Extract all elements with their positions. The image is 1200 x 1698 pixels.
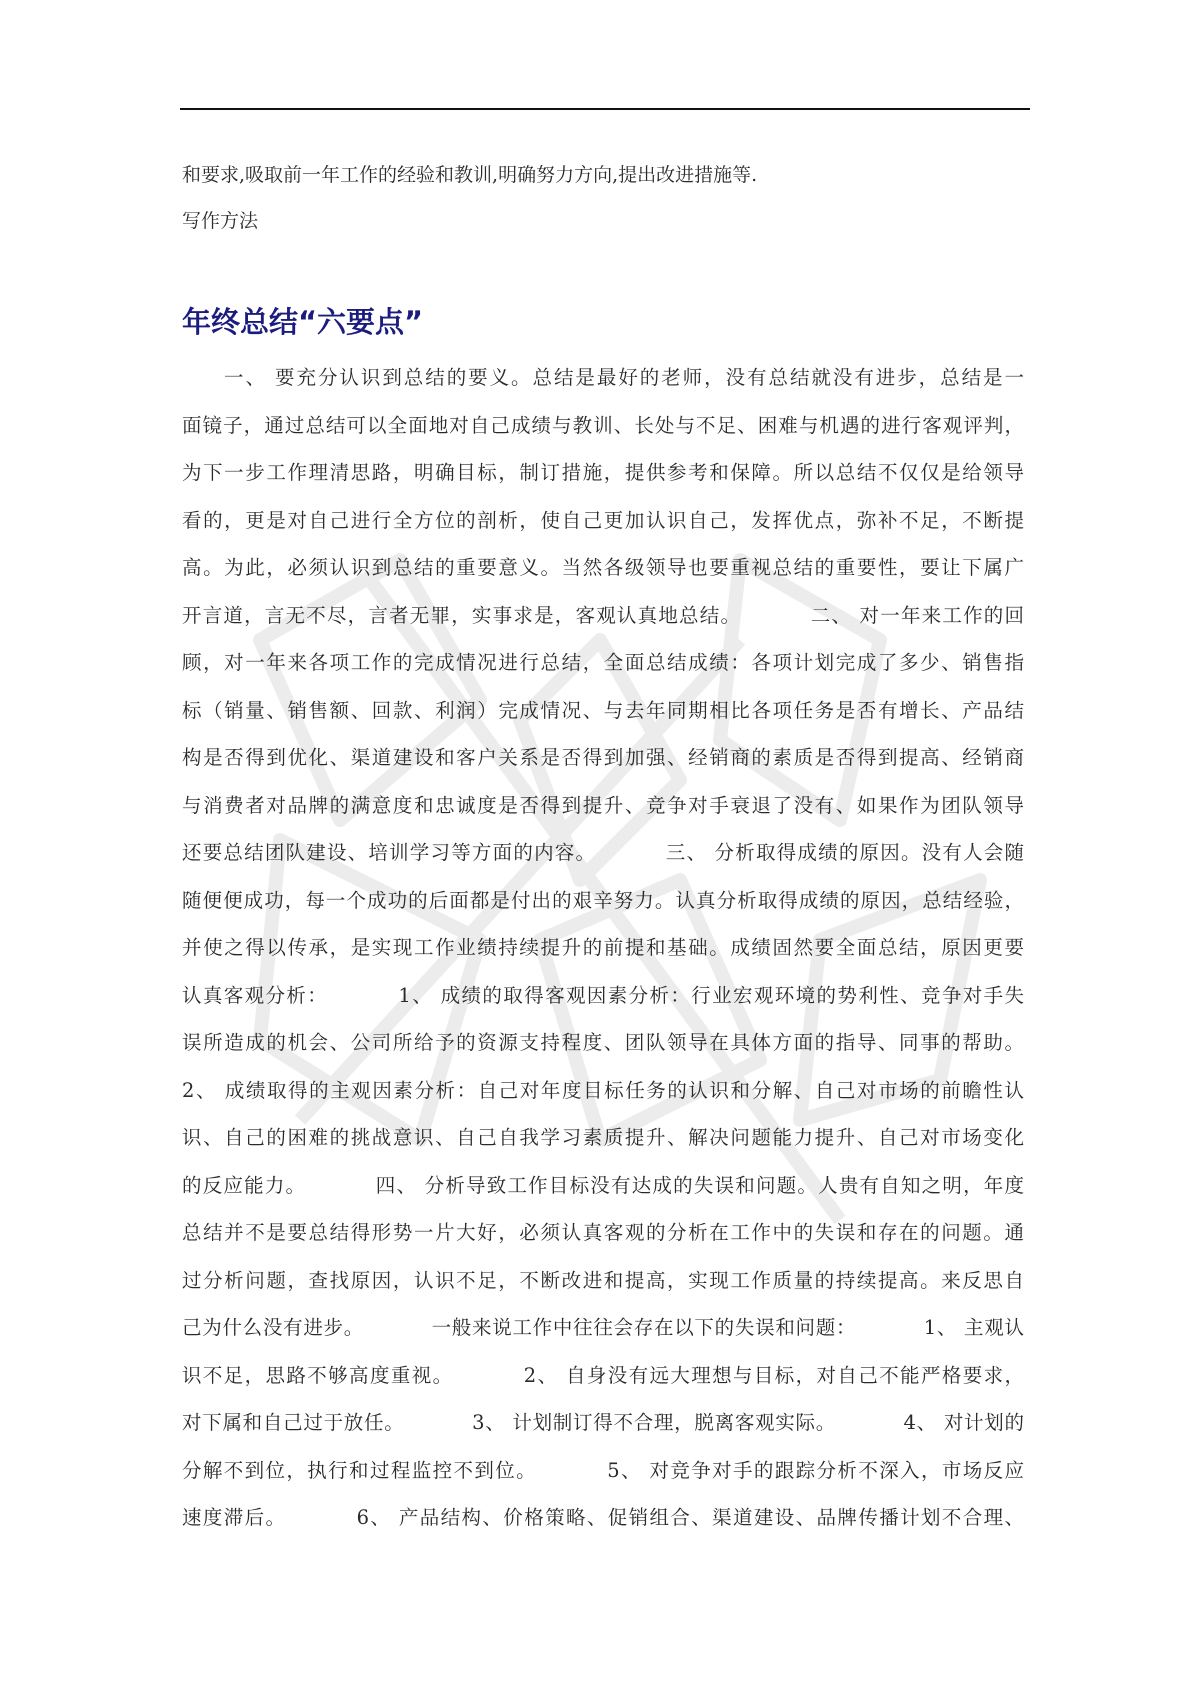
- text-line: 为下一步工作理清思路，明确目标，制订措施，提供参考和保障。所以总结不仅仅是给领导: [182, 461, 1024, 484]
- subheading-writing-method: 写作方法: [182, 210, 259, 232]
- text-line: 与消费者对品牌的满意度和忠诚度是否得到提升、竞争对手衰退了没有、如果作为团队领导: [182, 793, 1024, 817]
- intro-line: 和要求,吸取前一年工作的经验和教训,明确努力方向,提出改进措施等.: [182, 164, 758, 186]
- text-line: 误所造成的机会、公司所给予的资源支持程度、团队领导在具体方面的指导、同事的帮助。: [182, 1031, 1024, 1054]
- text-line: 一、 要充分认识到总结的要义。总结是最好的老师，没有总结就没有进步，总结是一: [224, 366, 1024, 389]
- text-line: 2、 成绩取得的主观因素分析：自己对年度目标任务的认识和分解、自己对市场的前瞻性认: [182, 1078, 1024, 1102]
- text-line: 速度滞后。 6、 产品结构、价格策略、促销组合、渠道建设、品牌传播计划不合理、: [182, 1506, 1024, 1529]
- text-line: 标（销量、销售额、回款、利润）完成情况、与去年同期相比各项任务是否有增长、产品结: [182, 698, 1024, 722]
- text-line: 随便便成功，每一个成功的后面都是付出的艰辛努力。认真分析取得成绩的原因，总结经验，: [182, 888, 1024, 912]
- text-line: 的反应能力。 四、 分析导致工作目标没有达成的失误和问题。人贵有自知之明，年度: [182, 1173, 1024, 1197]
- text-line: 顾，对一年来各项工作的完成情况进行总结，全面总结成绩：各项计划完成了多少、销售指: [182, 651, 1024, 674]
- text-line: 看的，更是对自己进行全方位的剖析，使自己更加认识自己，发挥优点，弥补不足，不断提: [182, 508, 1024, 532]
- text-line: 高。为此，必须认识到总结的重要意义。当然各级领导也要重视总结的重要性，要让下属广: [182, 556, 1024, 579]
- text-line: 对下属和自己过于放任。 3、 计划制订得不合理，脱离客观实际。 4、 对计划的: [182, 1411, 1024, 1434]
- text-line: 并使之得以传承，是实现工作业绩持续提升的前提和基础。成绩固然要全面总结，原因更要: [182, 936, 1024, 959]
- text-line: 开言道，言无不尽，言者无罪，实事求是，客观认真地总结。 二、 对一年来工作的回: [182, 603, 1024, 627]
- text-line: 构是否得到优化、渠道建设和客户关系是否得到加强、经销商的素质是否得到提高、经销商: [182, 746, 1024, 769]
- text-line: 识、自己的困难的挑战意识、自己自我学习素质提升、解决问题能力提升、自己对市场变化: [182, 1126, 1024, 1149]
- section-heading: 年终总结“六要点”: [182, 305, 424, 339]
- text-line: 还要总结团队建设、培训学习等方面的内容。 三、 分析取得成绩的原因。没有人会随: [182, 841, 1024, 864]
- text-line: 分解不到位，执行和过程监控不到位。 5、 对竞争对手的跟踪分析不深入，市场反应: [182, 1458, 1024, 1482]
- text-line: 过分析问题，查找原因，认识不足，不断改进和提高，实现工作质量的持续提高。来反思自: [182, 1268, 1024, 1292]
- text-line: 己为什么没有进步。 一般来说工作中往往会存在以下的失误和问题： 1、 主观认: [182, 1316, 1024, 1339]
- header-rule: [180, 108, 1030, 110]
- text-line: 总结并不是要总结得形势一片大好，必须认真客观的分析在工作中的失误和存在的问题。通: [182, 1221, 1024, 1244]
- text-line: 识不足，思路不够高度重视。 2、 自身没有远大理想与目标，对自己不能严格要求，: [182, 1363, 1024, 1387]
- text-line: 面镜子，通过总结可以全面地对自己成绩与教训、长处与不足、困难与机遇的进行客观评判，: [182, 413, 1024, 437]
- body-text: [182, 358, 1024, 1546]
- text-line: 认真客观分析： 1、 成绩的取得客观因素分析：行业宏观环境的势利性、竞争对手失: [182, 983, 1024, 1007]
